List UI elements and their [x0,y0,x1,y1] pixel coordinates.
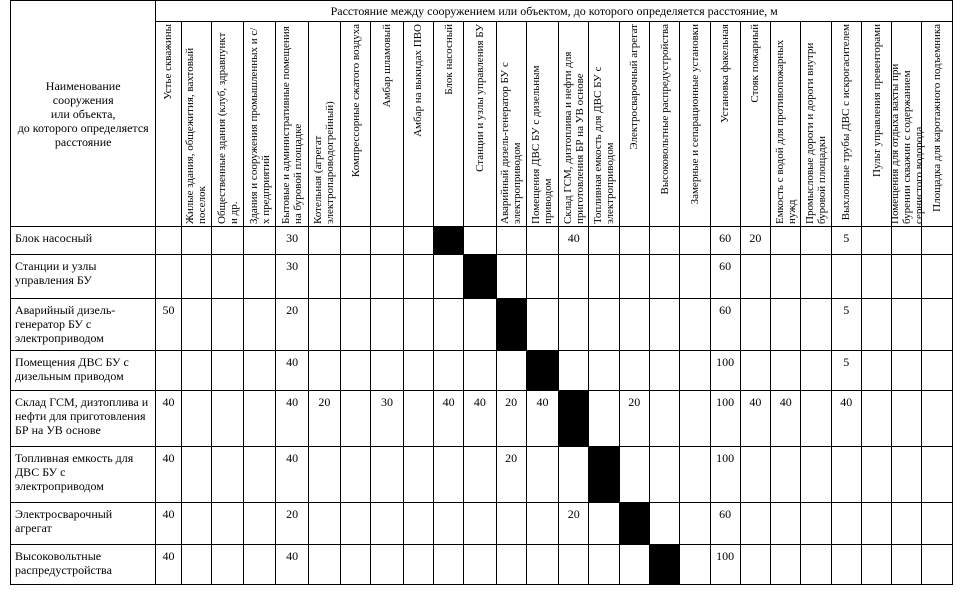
distance-cell [211,447,243,503]
column-header-text: Емкость с водой для противопожарных нужд [773,39,798,224]
distance-cell [433,255,463,299]
table-row [11,351,953,391]
distance-cell: 60 [710,503,740,545]
distance-cell [680,503,710,545]
column-header [861,22,891,227]
distance-cell [740,545,770,585]
column-header-text: Компрессорные сжатого воздуха [349,24,362,178]
distance-cell [831,503,861,545]
distance-cell [341,545,371,585]
name-column-header-text: Наименование сооружения или объекта, до которого определяется расстояние [17,78,149,149]
distance-cell: 40 [276,391,308,447]
column-header [680,22,710,227]
distance-cell [403,255,433,299]
distance-cell [403,391,433,447]
distance-cell [433,503,463,545]
distance-cell: 20 [276,503,308,545]
table-row [11,503,953,545]
distance-cell: 5 [831,351,861,391]
distance-cell [589,227,619,255]
distance-cell [740,447,770,503]
column-header-text: Электросварочный агрегат [628,24,641,150]
distance-cell [403,351,433,391]
row-name: Помещения ДВС БУ с дизельным приводом [11,351,156,391]
distance-cell: 40 [276,447,308,503]
distance-cell: 40 [526,391,558,447]
distance-cell [211,299,243,351]
distance-cell [892,391,922,447]
column-header [464,22,496,227]
distance-cell [771,255,801,299]
distance-cell [589,503,619,545]
distance-cell [211,391,243,447]
distance-cell: 20 [496,391,526,447]
distance-super-header: Расстояние между сооружением или объектом, до которого определяется расстояние, м [156,1,953,22]
distance-cell [341,447,371,503]
distance-cell [308,447,340,503]
distance-cell [156,351,181,391]
distance-cell [559,447,589,503]
distance-cell: 40 [559,227,589,255]
column-header-text: Общественные здания (клуб, здравпункт и др. [215,32,240,224]
distance-cell [244,545,276,585]
distance-cell [526,503,558,545]
distance-cell [619,299,649,351]
distance-cell: 20 [559,503,589,545]
distance-cell [341,503,371,545]
row-name: Блок насосный [11,227,156,255]
self-cell [559,391,589,447]
distance-cell [526,545,558,585]
column-header-text: Помещения для отдыха вахты при бурении скважин с содержанием сернистого водорода [888,63,925,224]
distance-cell [308,227,340,255]
distance-cell [403,299,433,351]
distance-cell: 20 [740,227,770,255]
distance-cell [649,447,679,503]
table-row [11,447,953,503]
column-header [619,22,649,227]
distance-cell [649,227,679,255]
distance-cell [801,545,831,585]
column-header-text: Бытовые и административные помещения на буровой площадке [280,26,305,224]
distance-cell [922,299,953,351]
column-header-text: Площадка для каротажного подъемника [931,24,944,212]
distance-cell [861,545,891,585]
distance-cell [464,503,496,545]
distance-cell [619,545,649,585]
distance-cell [649,351,679,391]
self-cell [464,255,496,299]
distance-cell [244,255,276,299]
distance-cell [892,255,922,299]
distance-cell [861,503,891,545]
column-header [211,22,243,227]
distance-cell: 60 [710,227,740,255]
distance-cell [244,351,276,391]
distance-cell [496,255,526,299]
distance-cell [433,447,463,503]
distance-cell [892,503,922,545]
column-header-text: Промысловые дороги и дороги внутри буровой площадки [803,42,828,224]
distance-cell [496,545,526,585]
distance-cell [308,545,340,585]
distance-cell [861,299,891,351]
distance-cell [680,447,710,503]
column-header-text: Топливная емкость для ДВС БУ с электроприводом [592,66,617,224]
column-header [341,22,371,227]
distance-cell [341,299,371,351]
column-header-text: Замерные и сепарационные установки [688,24,701,205]
distance-cell [433,299,463,351]
distance-cell [771,447,801,503]
distance-cell [181,391,211,447]
distance-cell [680,351,710,391]
distance-cell [244,447,276,503]
column-header-text: Блок насосный [442,24,455,95]
column-header-text: Устье скважины [162,24,175,100]
distance-cell [680,227,710,255]
row-name: Склад ГСМ, дизтоплива и нефти для приготовления БР на УВ основе [11,391,156,447]
column-header-text: Выхлопные трубы ДВС с искрогасителем [840,24,853,221]
distance-cell [740,351,770,391]
distance-cell [341,255,371,299]
distance-cell [771,503,801,545]
distance-cell [680,545,710,585]
self-cell [433,227,463,255]
distance-cell [244,227,276,255]
distance-cell [831,447,861,503]
distance-cell [861,447,891,503]
column-header [181,22,211,227]
distance-cell [922,447,953,503]
self-cell [589,447,619,503]
column-header [526,22,558,227]
distance-cell: 30 [276,227,308,255]
table-row [11,299,953,351]
distance-cell [559,299,589,351]
distance-cell [922,503,953,545]
distance-cell: 20 [308,391,340,447]
distance-cell [464,227,496,255]
distance-cell [861,255,891,299]
distance-cell [526,227,558,255]
distance-cell [649,299,679,351]
distance-cell [559,255,589,299]
distance-cell [589,299,619,351]
column-header-text: Котельная (агрегат электропароводогрейный) [312,101,337,224]
column-header-text: Аварийный дизель-генератор БУ с электроприводом [499,62,524,224]
distance-cell [801,351,831,391]
distance-cell [371,545,403,585]
distance-cell [740,299,770,351]
distance-cell [181,447,211,503]
column-header [831,22,861,227]
column-header [496,22,526,227]
distance-cell: 40 [771,391,801,447]
distance-cell [740,255,770,299]
distance-cell [922,255,953,299]
distance-cell [211,545,243,585]
column-header [276,22,308,227]
distance-cell [801,503,831,545]
table-row [11,255,953,299]
distance-cell [680,299,710,351]
distance-cell: 40 [156,545,181,585]
distance-cell [181,255,211,299]
distance-cell [526,255,558,299]
distance-cell [892,299,922,351]
table-row [11,545,953,585]
distance-cell [680,391,710,447]
row-name: Электросварочный агрегат [11,503,156,545]
distance-cell [892,545,922,585]
self-cell [649,545,679,585]
distance-cell [308,255,340,299]
distance-cell: 40 [276,351,308,391]
distance-cell [619,255,649,299]
distance-cell: 100 [710,351,740,391]
row-name: Топливная емкость для ДВС БУ с электроприводом [11,447,156,503]
distance-cell [526,447,558,503]
distance-cell [433,351,463,391]
distance-cell [156,227,181,255]
column-header-text: Жилые здания, общежития, вахтовый поселок [184,47,209,224]
self-cell [496,299,526,351]
distance-cell [589,351,619,391]
distance-cell [371,227,403,255]
distance-cell: 100 [710,447,740,503]
distance-cell [559,545,589,585]
column-header [433,22,463,227]
column-header-text: Стояк пожарный [749,24,762,103]
distance-cell [801,255,831,299]
distance-cell [181,227,211,255]
distance-cell [559,351,589,391]
distance-cell [861,391,891,447]
distance-cell: 40 [464,391,496,447]
distance-cell: 30 [371,391,403,447]
distance-cell [589,391,619,447]
distance-cell [181,299,211,351]
row-name: Аварийный дизель-генератор БУ с электроприводом [11,299,156,351]
distance-cell [526,299,558,351]
distance-cell [181,545,211,585]
distance-cell [211,227,243,255]
distance-cell [308,503,340,545]
row-name: Станции и узлы управления БУ [11,255,156,299]
distance-cell [308,351,340,391]
distance-cell [341,227,371,255]
distance-cell [801,447,831,503]
distance-cell: 40 [740,391,770,447]
column-header [801,22,831,227]
distance-cell [771,351,801,391]
distance-cell: 20 [276,299,308,351]
distance-cell [801,299,831,351]
table-row [11,391,953,447]
name-column-header [11,1,156,227]
distance-cell [181,503,211,545]
distance-cell [244,299,276,351]
distance-cell [211,503,243,545]
distance-cell: 5 [831,299,861,351]
distance-cell: 20 [619,391,649,447]
distance-cell [922,391,953,447]
distance-cell: 40 [276,545,308,585]
column-header-text: Амбар на выкидах ПВО [412,24,425,137]
distance-cell [371,503,403,545]
distance-cell [403,447,433,503]
column-header-text: Здания и сооружения промышленных и с/х предприятий [247,27,272,224]
distance-cell [244,503,276,545]
distance-cell [619,227,649,255]
distance-cell: 60 [710,299,740,351]
distance-cell [740,503,770,545]
row-name: Высоковольтные распредустройства [11,545,156,585]
distance-cell [922,545,953,585]
column-header-text: Амбар шламовый [381,24,393,108]
distance-cell [496,351,526,391]
distance-cell [464,545,496,585]
distance-cell: 30 [276,255,308,299]
distance-cell [341,391,371,447]
distance-cell [464,447,496,503]
distance-cell [244,391,276,447]
self-cell [619,503,649,545]
distance-cell [649,255,679,299]
distance-cell [589,545,619,585]
distance-cell [922,351,953,391]
distance-cell [403,503,433,545]
distance-cell [831,255,861,299]
column-header [589,22,619,227]
distance-cell [771,227,801,255]
column-header [371,22,403,227]
column-header [308,22,340,227]
distance-cell [371,447,403,503]
distance-cell [861,227,891,255]
distance-cell [680,255,710,299]
distance-cell [464,351,496,391]
distance-cell: 5 [831,227,861,255]
distance-cell [619,351,649,391]
column-header [649,22,679,227]
distance-cell [589,255,619,299]
distance-cell: 40 [156,503,181,545]
distance-cell [801,227,831,255]
distance-cell [801,391,831,447]
distance-table [10,0,953,585]
distance-cell: 50 [156,299,181,351]
distance-cell: 40 [156,447,181,503]
distance-cell [371,351,403,391]
distance-cell [211,351,243,391]
column-header [771,22,801,227]
distance-cell [892,227,922,255]
distance-cell: 40 [831,391,861,447]
distance-cell: 100 [710,391,740,447]
distance-cell [464,299,496,351]
distance-cell [341,351,371,391]
column-header [922,22,953,227]
distance-cell [922,227,953,255]
column-header-text: Пульт управления превенторами [870,24,883,177]
distance-cell: 60 [710,255,740,299]
self-cell [526,351,558,391]
column-header-text: Склад ГСМ, дизтоплива и нефти для приготовления БР на УВ основе [561,51,586,224]
distance-cell [771,545,801,585]
distance-cell [403,545,433,585]
column-header [710,22,740,227]
distance-cell [156,255,181,299]
distance-cell [496,227,526,255]
column-header-text: Станции и узлы управления БУ [473,24,486,172]
distance-cell [403,227,433,255]
distance-cell [371,299,403,351]
distance-cell [211,255,243,299]
column-header [888,22,925,227]
column-header [244,22,276,227]
distance-cell [892,351,922,391]
column-header [156,22,181,227]
distance-cell [619,447,649,503]
distance-cell [433,545,463,585]
column-header-text: Установка факельная [719,24,732,123]
column-header [559,22,589,227]
distance-cell: 40 [433,391,463,447]
distance-cell [371,255,403,299]
distance-cell [892,447,922,503]
distance-cell [496,503,526,545]
distance-cell [649,391,679,447]
distance-cell [308,299,340,351]
column-header-text: Высоковольтные распредустройства [658,24,671,195]
distance-cell [649,503,679,545]
distance-cell [181,351,211,391]
column-header [403,22,433,227]
column-header-text: Помещения ДВС БУ с дизельным приводом [530,65,555,224]
distance-cell [861,351,891,391]
column-header [740,22,770,227]
distance-cell [831,545,861,585]
table-row [11,227,953,255]
distance-cell: 100 [710,545,740,585]
distance-cell: 40 [156,391,181,447]
distance-cell: 20 [496,447,526,503]
distance-cell [771,299,801,351]
